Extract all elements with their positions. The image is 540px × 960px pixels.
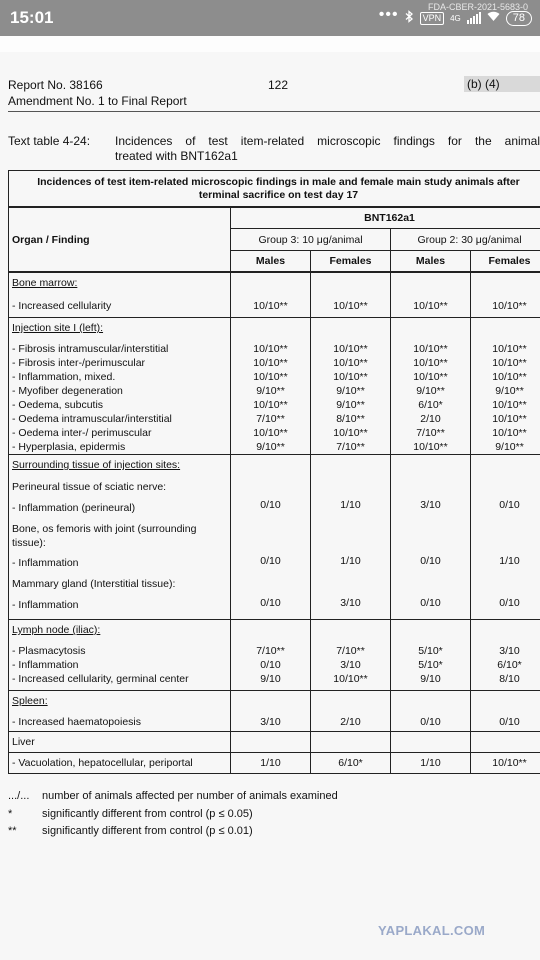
finding-label: - Fibrosis inter-/perimuscular xyxy=(12,357,146,369)
finding-value: 9/10** xyxy=(256,385,285,397)
finding-value: 9/10 xyxy=(260,673,281,685)
finding-value: 10/10** xyxy=(492,427,527,439)
finding-label: - Inflammation, mixed. xyxy=(12,371,116,383)
finding-value: 0/10 xyxy=(260,499,281,511)
finding-value: 0/10 xyxy=(260,597,281,609)
finding-value: 7/10** xyxy=(416,427,445,439)
subsection-label-line-2: tissue): xyxy=(12,537,46,549)
subsection-label: Perineural tissue of sciatic nerve: xyxy=(12,481,167,493)
status-time: 15:01 xyxy=(10,8,54,27)
finding-label: - Fibrosis intramuscular/interstitial xyxy=(12,343,169,355)
g2-males-header: Males xyxy=(391,251,471,273)
finding-value: 10/10** xyxy=(413,343,448,355)
finding-value: 6/10* xyxy=(418,399,443,411)
caption-line-2: treated with BNT162a1 xyxy=(115,149,238,163)
finding-value: 0/10 xyxy=(420,716,441,728)
footnote-item xyxy=(8,823,338,841)
subsection-label: Mammary gland (Interstitial tissue): xyxy=(12,578,176,590)
finding-value: 10/10** xyxy=(333,357,368,369)
section-title: Surrounding tissue of injection sites: xyxy=(12,459,181,471)
finding-label: - Vacuolation, hepatocellular, periportal xyxy=(9,753,231,774)
finding-value: 9/10** xyxy=(416,385,445,397)
finding-value: 2/10 xyxy=(420,413,441,425)
finding-label: - Myofiber degeneration xyxy=(12,385,123,397)
section-injection-site xyxy=(9,318,540,455)
finding-value: 9/10 xyxy=(420,673,441,685)
bluetooth-icon xyxy=(405,10,414,26)
finding-value: 10/10** xyxy=(492,300,527,312)
vpn-icon: VPN xyxy=(420,12,445,25)
finding-value: 10/10** xyxy=(492,399,527,411)
finding-label: - Inflammation xyxy=(12,557,79,569)
report-number: Report No. 38166 xyxy=(8,78,103,92)
finding-label: - Plasmacytosis xyxy=(12,645,86,657)
finding-value: 10/10** xyxy=(253,399,288,411)
finding-value: 1/10 xyxy=(391,753,471,774)
liver-finding-row xyxy=(9,753,540,774)
finding-value: 10/10** xyxy=(253,427,288,439)
site-watermark-logo: YAPLAKAL.COM xyxy=(378,923,486,938)
finding-value: 10/10** xyxy=(333,673,368,685)
finding-value: 10/10** xyxy=(492,413,527,425)
section-title: Lymph node (iliac): xyxy=(12,624,101,636)
finding-label: - Increased haematopoiesis xyxy=(12,716,141,728)
finding-value: 10/10** xyxy=(492,357,527,369)
finding-value: 9/10** xyxy=(256,441,285,453)
footnote-item xyxy=(8,788,338,806)
finding-value: 3/10 xyxy=(340,659,361,671)
finding-value: 0/10 xyxy=(420,555,441,567)
finding-value: 10/10** xyxy=(492,371,527,383)
table-title-line-1: Incidences of test item-related microscopic findings in male and female main study animals after xyxy=(37,176,520,188)
section-title: Spleen: xyxy=(12,695,48,707)
finding-label: - Inflammation xyxy=(12,659,79,671)
signal-strength-icon xyxy=(467,12,481,24)
finding-value: 0/10 xyxy=(499,716,520,728)
finding-value: 10/10** xyxy=(253,357,288,369)
viewer-top-margin xyxy=(0,36,540,52)
header-rule xyxy=(8,111,540,112)
battery-indicator: 78 xyxy=(506,11,532,26)
finding-value: 1/10 xyxy=(499,555,520,567)
more-notifications-icon: ••• xyxy=(378,6,399,23)
subsection-label xyxy=(9,522,230,550)
finding-value: 9/10** xyxy=(495,441,524,453)
finding-value: 7/10** xyxy=(256,645,285,657)
finding-value: 0/10 xyxy=(260,555,281,567)
subsection-label-line-1: Bone, os femoris with joint (surrounding xyxy=(12,523,197,535)
finding-value: 3/10 xyxy=(260,716,281,728)
finding-value: 3/10 xyxy=(499,645,520,657)
finding-value: 9/10** xyxy=(336,385,365,397)
section-title: Injection site I (left): xyxy=(12,322,104,334)
finding-value: 7/10** xyxy=(256,413,285,425)
network-type-icon: 4G xyxy=(450,13,461,23)
finding-value: 0/10 xyxy=(420,597,441,609)
footnote-item xyxy=(8,806,338,824)
finding-value: 10/10** xyxy=(333,343,368,355)
finding-label: - Increased cellularity xyxy=(12,300,112,312)
finding-value: 10/10** xyxy=(253,300,288,312)
section-surrounding-tissue xyxy=(9,455,540,620)
finding-value: 10/10** xyxy=(253,343,288,355)
finding-value: 9/10** xyxy=(336,399,365,411)
findings-table xyxy=(8,170,540,774)
page-number: 122 xyxy=(268,78,289,92)
section-spleen xyxy=(9,691,540,732)
compound-header: BNT162a1 xyxy=(231,207,540,229)
finding-value: 10/10** xyxy=(333,300,368,312)
finding-label: - Inflammation xyxy=(12,599,79,611)
finding-value: 5/10* xyxy=(418,659,443,671)
finding-value: 10/10** xyxy=(413,357,448,369)
section-title: Bone marrow: xyxy=(12,277,78,289)
finding-value: 1/10 xyxy=(340,555,361,567)
finding-value: 5/10* xyxy=(418,645,443,657)
finding-value: 10/10** xyxy=(471,753,540,774)
finding-value: 0/10 xyxy=(499,499,520,511)
caption-line-1: Incidences of test item-related microscopic findings for the animal xyxy=(115,134,540,148)
finding-value: 7/10** xyxy=(336,645,365,657)
finding-value: 10/10** xyxy=(413,441,448,453)
wifi-icon xyxy=(487,11,500,25)
finding-value: 6/10* xyxy=(311,753,391,774)
footnote-symbol: .../... xyxy=(8,790,30,802)
redaction-box: (b) (4) xyxy=(464,76,540,92)
g3-females-header: Females xyxy=(311,251,391,273)
status-bar xyxy=(0,0,540,36)
g2-females-header: Females xyxy=(471,251,540,273)
finding-value: 8/10 xyxy=(499,673,520,685)
finding-value: 10/10** xyxy=(253,371,288,383)
finding-value: 3/10 xyxy=(340,597,361,609)
finding-value: 10/10** xyxy=(413,300,448,312)
document-watermark: FDA-CBER-2021-5683-0 xyxy=(428,2,529,12)
section-lymph-node xyxy=(9,620,540,691)
finding-label: - Increased cellularity, germinal center xyxy=(12,673,189,685)
caption-label: Text table 4-24: xyxy=(8,134,91,148)
finding-value: 2/10 xyxy=(340,716,361,728)
finding-value: 0/10 xyxy=(499,597,520,609)
g3-males-header: Males xyxy=(231,251,311,273)
finding-label: - Inflammation (perineural) xyxy=(12,502,136,514)
finding-value: 3/10 xyxy=(420,499,441,511)
footnote-text: significantly different from control (p ≤ 0.05) xyxy=(42,807,253,820)
footnote-symbol: ** xyxy=(8,825,17,837)
finding-value: 1/10 xyxy=(231,753,311,774)
finding-label: - Hyperplasia, epidermis xyxy=(12,441,126,453)
finding-label: - Oedema intramuscular/interstitial xyxy=(12,413,172,425)
table-title xyxy=(9,171,540,208)
finding-value: 6/10* xyxy=(497,659,522,671)
finding-value: 10/10** xyxy=(333,371,368,383)
finding-value: 10/10** xyxy=(333,427,368,439)
amendment-line: Amendment No. 1 to Final Report xyxy=(8,94,187,108)
footnote-text: number of animals affected per number of animals examined xyxy=(42,790,338,802)
footnote-text: significantly different from control (p ≤ 0.01) xyxy=(42,825,253,837)
finding-value: 9/10** xyxy=(495,385,524,397)
group3-header: Group 3: 10 μg/animal xyxy=(231,229,391,251)
finding-label: - Oedema, subcutis xyxy=(12,399,104,411)
section-title: Liver xyxy=(9,732,231,753)
finding-label: - Oedema inter-/ perimuscular xyxy=(12,427,152,439)
table-title-line-2: terminal sacrifice on test day 17 xyxy=(198,189,359,201)
section-liver xyxy=(9,732,540,753)
footnotes xyxy=(8,788,338,841)
group2-header: Group 2: 30 μg/animal xyxy=(391,229,540,251)
footnote-symbol: * xyxy=(8,807,13,820)
finding-value: 0/10 xyxy=(260,659,281,671)
finding-value: 10/10** xyxy=(413,371,448,383)
finding-value: 8/10** xyxy=(336,413,365,425)
organ-finding-header: Organ / Finding xyxy=(9,207,231,272)
finding-value: 10/10** xyxy=(492,343,527,355)
finding-value: 7/10** xyxy=(336,441,365,453)
finding-value: 1/10 xyxy=(340,499,361,511)
section-bone-marrow xyxy=(9,272,540,318)
